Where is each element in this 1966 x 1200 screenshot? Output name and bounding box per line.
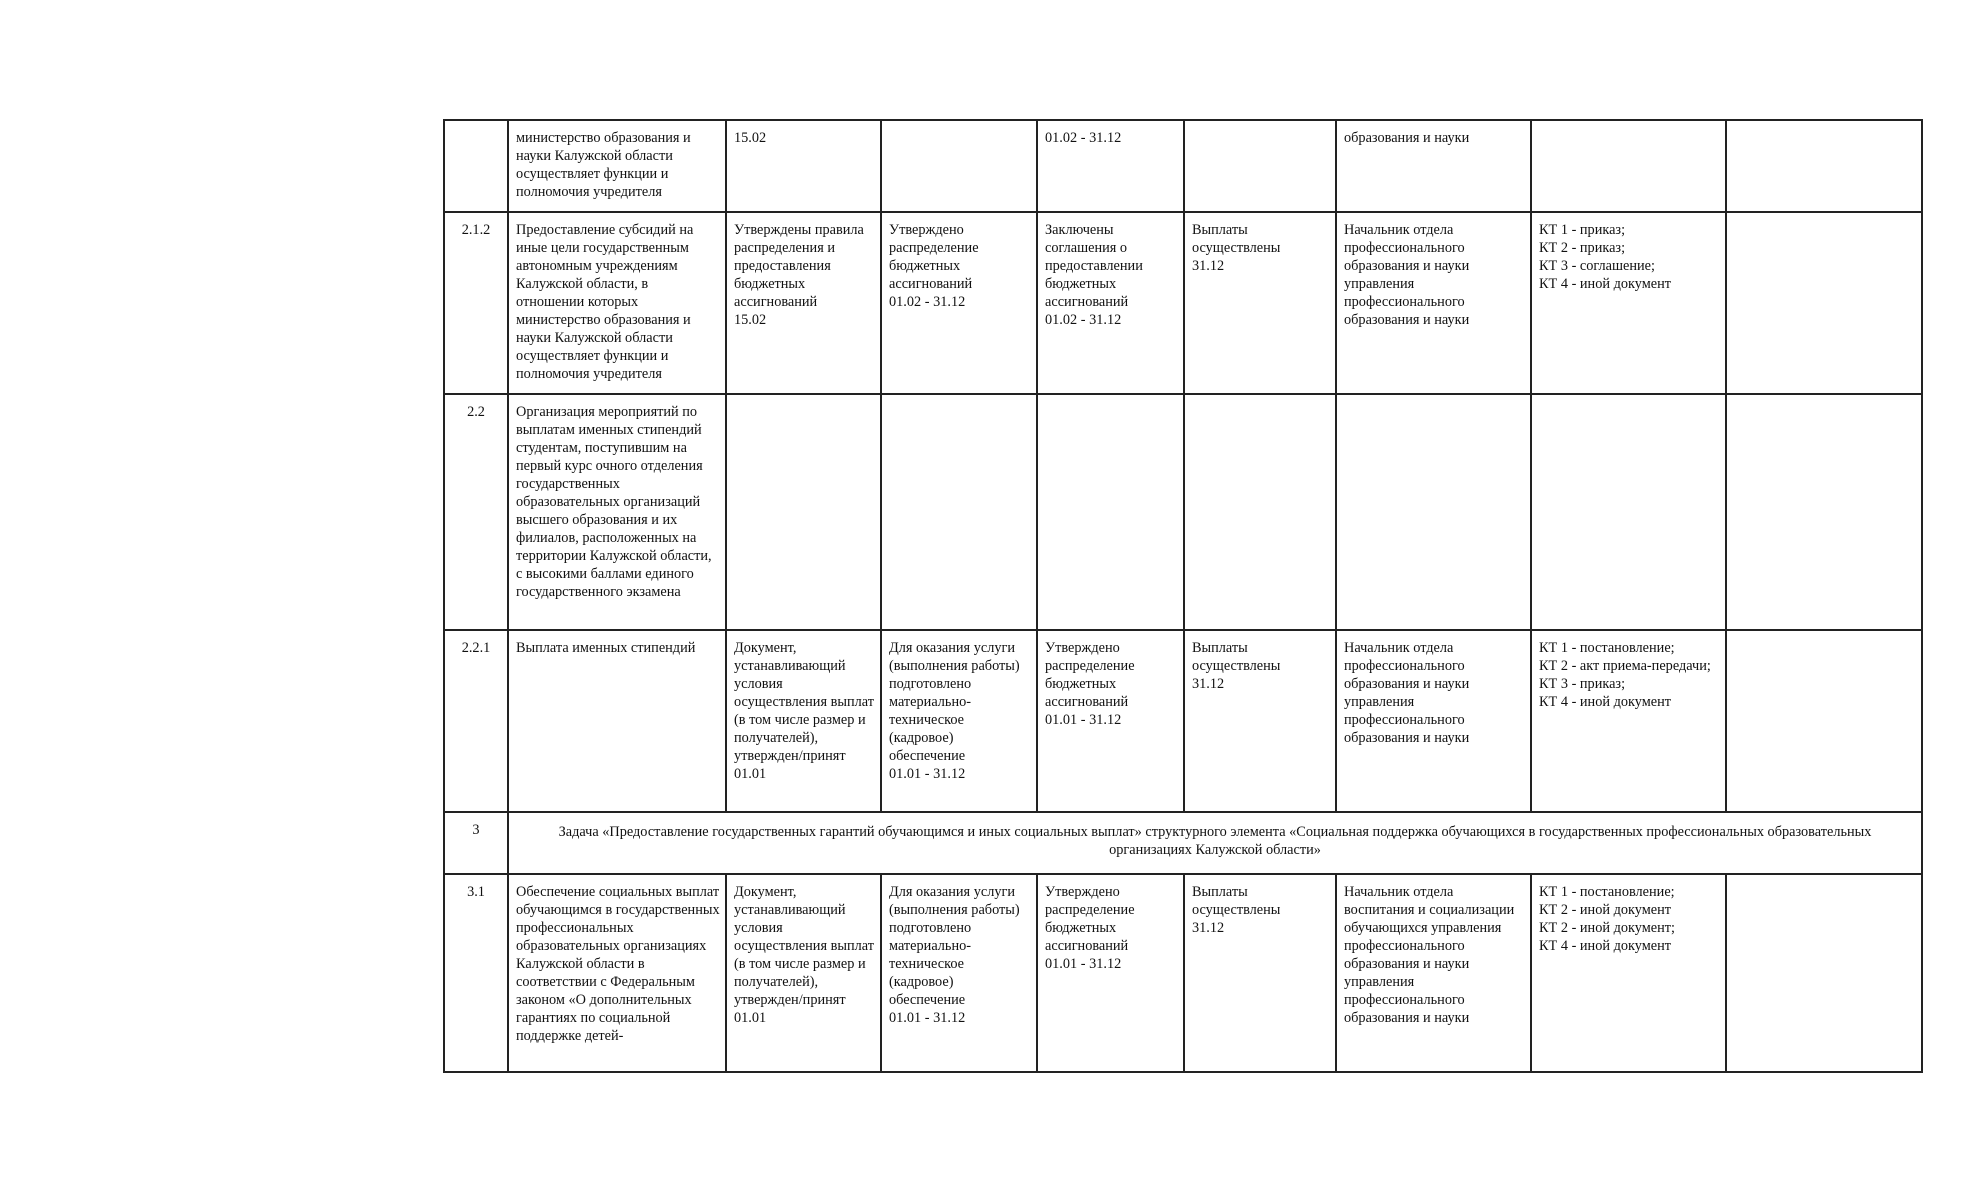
- responsible-cell: Начальник отдела профессионального образования и науки управления профессионального образования и науки: [1336, 212, 1531, 394]
- activity-name-cell: министерство образования и науки Калужской области осуществляет функции и полномочия учредителя: [508, 120, 726, 212]
- document-type-cell: КТ 1 - приказ; КТ 2 - приказ; КТ 3 - соглашение; КТ 4 - иной документ: [1531, 212, 1726, 394]
- control-point-2-cell: [881, 394, 1037, 630]
- control-point-1-cell: Документ, устанавливающий условия осуществления выплат (в том числе размер и получателей), утвержден/принят 01.01: [726, 630, 881, 812]
- empty-cell: [1726, 874, 1922, 1072]
- responsible-cell: Начальник отдела воспитания и социализации обучающихся управления профессионального образования и науки управления профессионального образования и науки: [1336, 874, 1531, 1072]
- control-point-4-cell: Выплаты осуществлены 31.12: [1184, 212, 1336, 394]
- empty-cell: [1726, 120, 1922, 212]
- control-point-3-cell: Утверждено распределение бюджетных ассигнований 01.01 - 31.12: [1037, 874, 1184, 1072]
- empty-cell: [1726, 394, 1922, 630]
- control-point-2-cell: Утверждено распределение бюджетных ассигнований 01.02 - 31.12: [881, 212, 1037, 394]
- control-point-3-cell: Утверждено распределение бюджетных ассигнований 01.01 - 31.12: [1037, 630, 1184, 812]
- task-description: Задача «Предоставление государственных гарантий обучающимся и иных социальных выплат» структурного элемента «Социальная поддержка обучающихся в государственных профессиональных образовательных организациях Калужской области»: [508, 812, 1922, 874]
- control-point-2-cell: [881, 120, 1037, 212]
- responsible-cell: [1336, 394, 1531, 630]
- control-point-4-cell: Выплаты осуществлены 31.12: [1184, 630, 1336, 812]
- control-point-4-cell: [1184, 394, 1336, 630]
- control-point-4-cell: Выплаты осуществлены 31.12: [1184, 874, 1336, 1072]
- row-number: 2.2: [444, 394, 508, 630]
- responsible-cell: образования и науки: [1336, 120, 1531, 212]
- activity-name-cell: Обеспечение социальных выплат обучающимся в государственных профессиональных образовательных организациях Калужской области в соответствии с Федеральным законом «О дополнительных гарантиях по социальной поддержке детей-: [508, 874, 726, 1072]
- activity-name-cell: Организация мероприятий по выплатам именных стипендий студентам, поступившим на первый курс очного отделения государственных образовательных организаций высшего образования и их филиалов, расположенных на территории Калужской области, с высокими баллами единого государственного экзамена: [508, 394, 726, 630]
- task-row: [444, 812, 1922, 874]
- control-point-2-cell: Для оказания услуги (выполнения работы) подготовлено материально-техническое (кадровое) обеспечение 01.01 - 31.12: [881, 630, 1037, 812]
- control-point-1-cell: Утверждены правила распределения и предоставления бюджетных ассигнований 15.02: [726, 212, 881, 394]
- control-point-3-cell: Заключены соглашения о предоставлении бюджетных ассигнований 01.02 - 31.12: [1037, 212, 1184, 394]
- document-type-cell: КТ 1 - постановление; КТ 2 - акт приема-передачи; КТ 3 - приказ; КТ 4 - иной документ: [1531, 630, 1726, 812]
- table-row: [444, 120, 1922, 212]
- control-point-1-cell: Документ, устанавливающий условия осуществления выплат (в том числе размер и получателей), утвержден/принят 01.01: [726, 874, 881, 1072]
- control-point-4-cell: [1184, 120, 1336, 212]
- activity-name-cell: Выплата именных стипендий: [508, 630, 726, 812]
- responsible-cell: Начальник отдела профессионального образования и науки управления профессионального образования и науки: [1336, 630, 1531, 812]
- row-number: 3: [444, 812, 508, 874]
- empty-cell: [1726, 630, 1922, 812]
- activity-table: [443, 119, 1923, 1073]
- control-point-1-cell: [726, 394, 881, 630]
- table-row: [444, 630, 1922, 812]
- control-point-3-cell: [1037, 394, 1184, 630]
- table-row: [444, 394, 1922, 630]
- row-number: 2.1.2: [444, 212, 508, 394]
- control-point-3-cell: 01.02 - 31.12: [1037, 120, 1184, 212]
- control-point-2-cell: Для оказания услуги (выполнения работы) подготовлено материально-техническое (кадровое) обеспечение 01.01 - 31.12: [881, 874, 1037, 1072]
- row-number: [444, 120, 508, 212]
- row-number: 2.2.1: [444, 630, 508, 812]
- activity-name-cell: Предоставление субсидий на иные цели государственным автономным учреждениям Калужской области, в отношении которых министерство образования и науки Калужской области осуществляет функции и полномочия учредителя: [508, 212, 726, 394]
- document-type-cell: [1531, 120, 1726, 212]
- table-row: [444, 874, 1922, 1072]
- document-type-cell: КТ 1 - постановление; КТ 2 - иной документ КТ 2 - иной документ; КТ 4 - иной документ: [1531, 874, 1726, 1072]
- table-row: [444, 212, 1922, 394]
- control-point-1-cell: 15.02: [726, 120, 881, 212]
- row-number: 3.1: [444, 874, 508, 1072]
- document-type-cell: [1531, 394, 1726, 630]
- empty-cell: [1726, 212, 1922, 394]
